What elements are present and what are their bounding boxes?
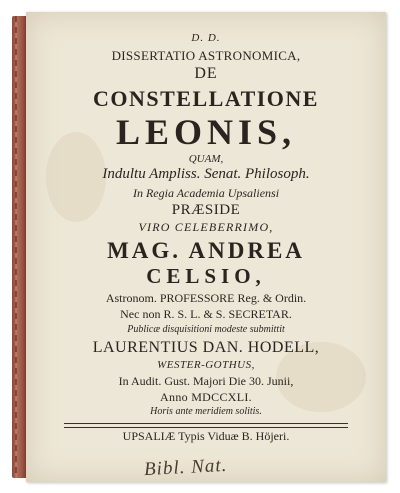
imprint-line: UPSALIÆ Typis Viduæ B. Höjeri. [122,429,290,443]
presider-title-line: Astronom. PROFESSORE Reg. & Ordin. [105,291,307,305]
title-page [26,12,386,482]
presider-name-line1: MAG. ANDREA [107,238,305,263]
title-leonis: LEONIS, [115,112,297,152]
praeside-line: PRÆSIDE [171,202,241,218]
quam-line: QUAM, [188,153,224,165]
submission-line: Publicæ disquisitioni modeste submittit [127,324,285,335]
respondent-origin: WESTER-GOTHUS, [157,359,255,371]
indultu-line: Indultu Ampliss. Senat. Philosoph. [102,166,310,182]
title-constellatione: CONSTELLATIONE [93,86,319,111]
presider-name-line2: CELSIO, [146,264,266,288]
title-de: DE [194,65,218,82]
imprint-rule [64,423,348,428]
venue-date-line: In Audit. Gust. Majori Die 30. Junii, [118,374,294,388]
genre-line: DISSERTATIO ASTRONOMICA, [111,48,301,63]
respondent-name: LAURENTIUS DAN. HODELL, [92,339,320,356]
academy-line: In Regia Academia Upsaliensi [132,186,280,200]
year-line: Anno MDCCXLI. [160,390,252,404]
viro-line: VIRO CELEBERRIMO, [138,220,274,234]
handwritten-signature: Bibl. Nat. [143,454,228,481]
secretary-line: Nec non R. S. L. & S. SECRETAR. [120,307,292,321]
dedication-dd: D. D. [191,32,221,44]
hours-line: Horis ante meridiem solitis. [150,406,262,417]
